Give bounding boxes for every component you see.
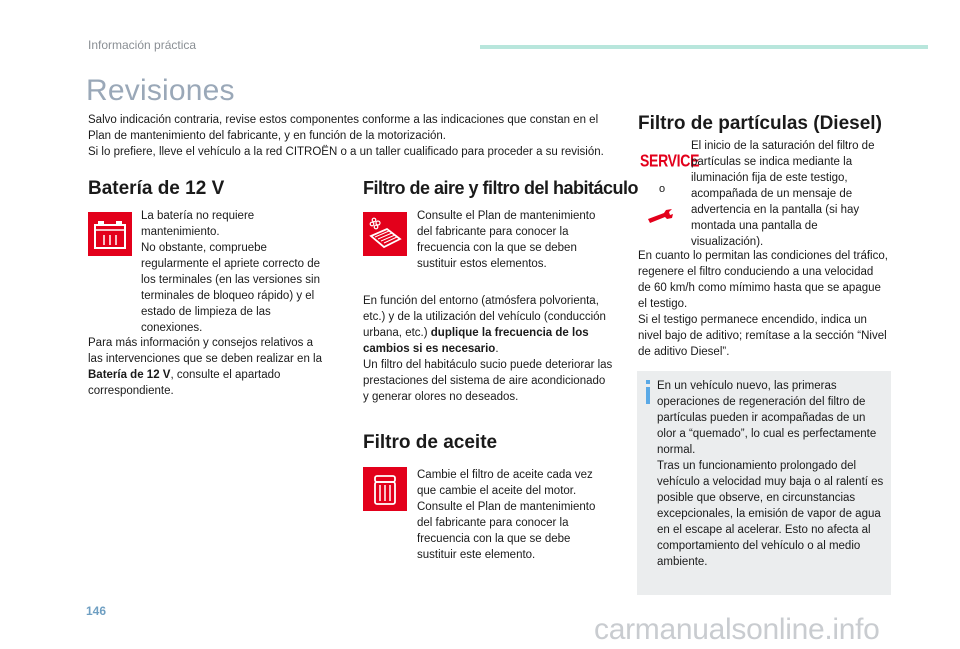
air-filter-more-text-b: .	[495, 343, 499, 355]
air-filter-more-info	[363, 293, 613, 405]
info-box-text	[657, 378, 887, 570]
dpf-paragraph-1: El inicio de la saturación del filtro de partículas se indica mediante la iluminación fija de este testigo, acompañada de un mensaje de advertencia en la pantalla (si hay montada una pantalla de visualización).	[691, 140, 875, 248]
battery-icon	[88, 212, 132, 256]
battery-paragraph-1: La batería no requiere mantenimiento.	[141, 210, 255, 238]
intro-paragraph-1: Salvo indicación contraria, revise estos componentes conforme a las indicaciones que constan en el Plan de mantenimiento del fabricante, y en función de la motorización.	[88, 114, 599, 142]
battery-more-link: Batería de 12 V	[88, 369, 171, 381]
dpf-heading: Filtro de partículas (Diesel)	[638, 113, 882, 134]
dpf-warning-text	[691, 138, 886, 250]
info-paragraph-2: Tras un funcionamiento prolongado del vehículo a velocidad muy baja o al ralentí es posible que observe, en circunstancias excepcionales, la emisión de vapor de agua en el escape al acelerar. Esto no afecta al comportamiento del vehículo o al medio ambiente.	[657, 460, 884, 568]
air-filter-more-paragraph	[363, 293, 613, 357]
oil-filter-icon	[363, 467, 407, 511]
battery-more-info	[88, 335, 328, 399]
air-filter-more-bold: duplique la frecuencia de los cambios si es necesario	[363, 327, 589, 355]
intro-paragraph-2: Si lo prefiere, lleve el vehículo a la red CITROËN o a un taller cualificado para proceder a su revisión.	[88, 146, 604, 158]
page-number: 146	[86, 604, 107, 618]
dpf-paragraph-2: En cuanto lo permitan las condiciones del tráfico, regenere el filtro conduciendo a una velocidad de 60 km/h como mímimo hasta que se apague el testigo.	[638, 250, 888, 310]
battery-text	[141, 208, 331, 336]
oil-filter-paragraph-2: Consulte el Plan de mantenimiento del fabricante para conocer la frecuencia con la que se debe sustituir este elemento.	[417, 501, 596, 561]
battery-more-paragraph	[88, 335, 328, 399]
info-paragraph-1: En un vehículo nuevo, las primeras operaciones de regeneración del filtro de partículas pueden ir acompañadas de un olor a “quemado”, lo cual es perfectamente normal.	[657, 380, 877, 456]
intro-text	[88, 112, 608, 160]
info-icon	[646, 380, 650, 404]
section-header: Información práctica	[88, 38, 197, 52]
air-filter-more-text-a: En función del entorno (atmósfera polvorienta, etc.) y de la utilización del vehículo (conducción urbana, etc.)	[363, 295, 606, 339]
dpf-more-text	[638, 248, 888, 360]
battery-paragraph-2: No obstante, compruebe regularmente el apriete correcto de los terminales (en las versiones sin terminales de bloqueo rápido) y el estado de limpieza de las conexiones.	[141, 242, 320, 334]
cabin-filter-icon	[363, 212, 407, 256]
air-filter-heading: Filtro de aire y filtro del habitáculo	[363, 178, 639, 198]
air-filter-more-paragraph-2: Un filtro del habitáculo sucio puede deteriorar las prestaciones del sistema de aire acondicionado y generar olores no deseados.	[363, 359, 613, 403]
section-header-bar	[480, 45, 928, 49]
battery-more-text-b: , consulte el apartado correspondiente.	[88, 369, 281, 397]
page-title: Revisiones	[86, 74, 235, 107]
battery-more-text-a: Para más información y consejos relativos a las intervenciones que se deben realizar en la	[88, 337, 322, 365]
air-filter-text	[417, 208, 607, 272]
air-filter-paragraph-1: Consulte el Plan de mantenimiento del fabricante para conocer la frecuencia con la que se deben sustituir estos elementos.	[417, 210, 596, 270]
oil-filter-paragraph-1: Cambie el filtro de aceite cada vez que cambie el aceite del motor.	[417, 469, 593, 497]
wrench-icon	[645, 208, 675, 224]
or-label: o	[659, 183, 666, 195]
battery-heading: Batería de 12 V	[88, 178, 225, 199]
watermark: carmanualsonline.info	[594, 613, 880, 646]
service-warning-icon: SERVICE	[640, 150, 700, 170]
dpf-paragraph-3: Si el testigo permanece encendido, indica un nivel bajo de aditivo; remítase a la sección “Nivel de aditivo Diesel”.	[638, 314, 887, 358]
oil-filter-heading: Filtro de aceite	[363, 432, 498, 453]
oil-filter-text	[417, 467, 607, 563]
